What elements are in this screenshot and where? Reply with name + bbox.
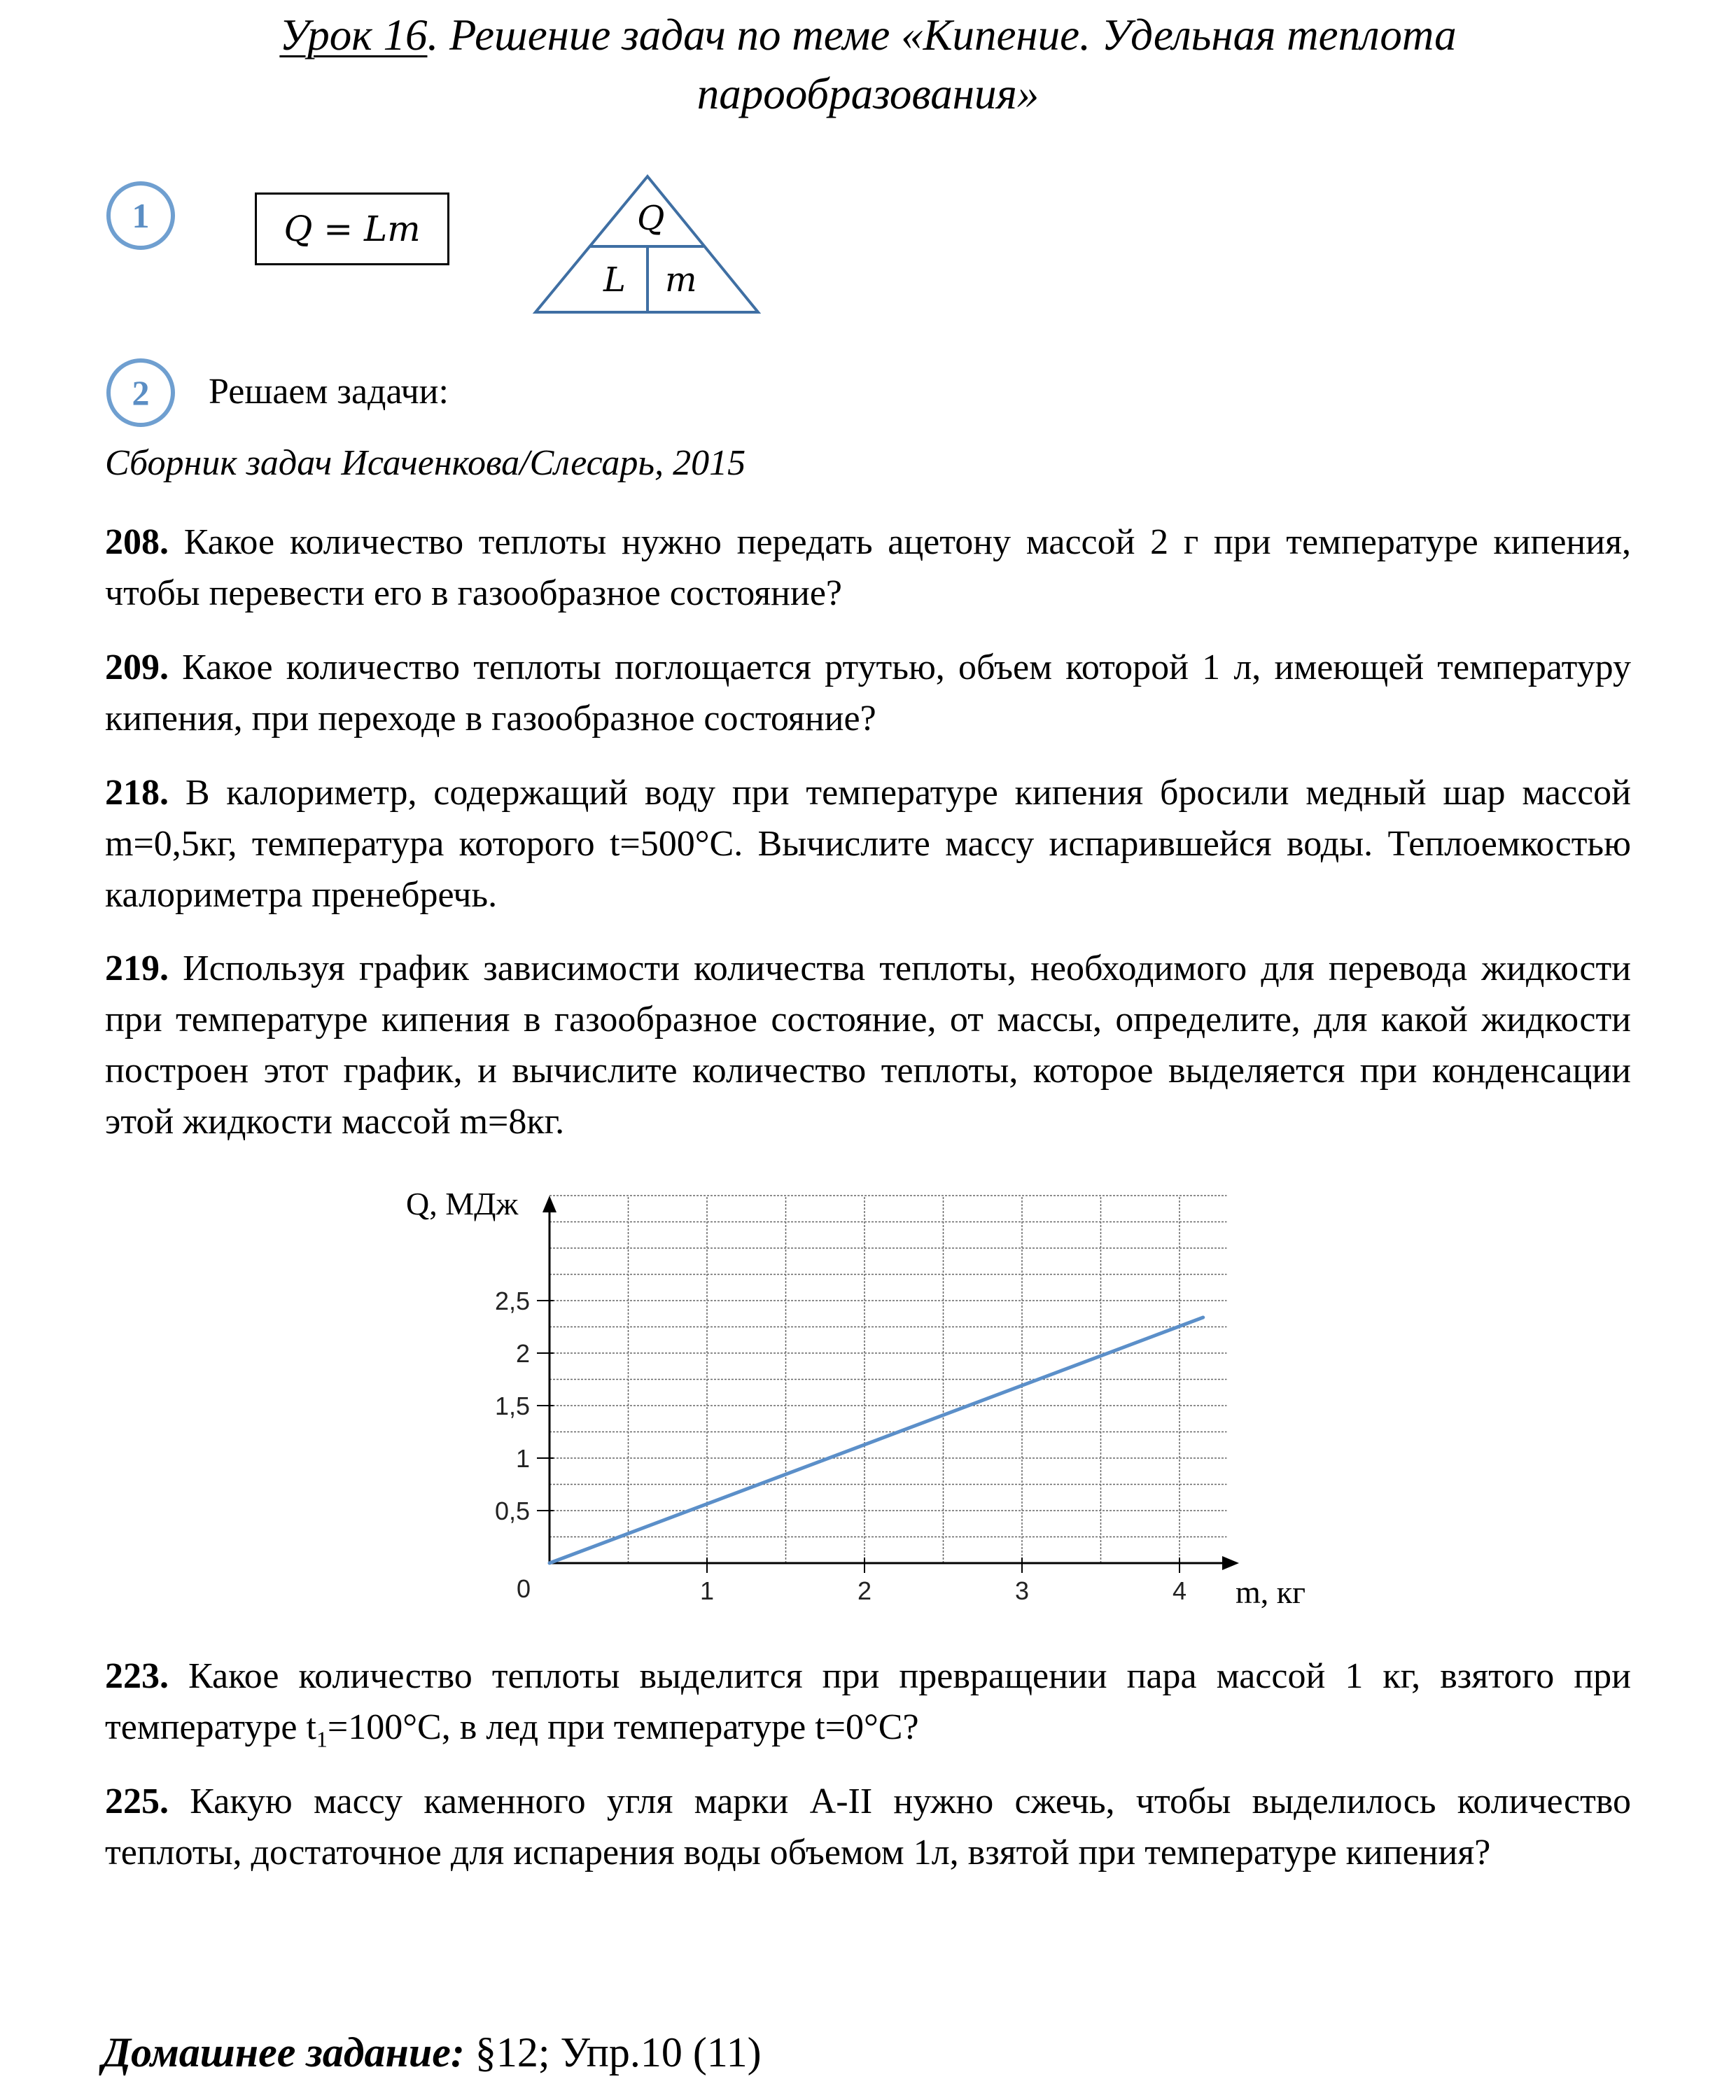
source-citation: Сборник задач Исаченкова/Слесарь, 2015: [105, 443, 746, 483]
problem-text: В калориметр, содержащий воду при температуре кипения бросили медный шар массой m=0,5кг, температура которого t=500°С. Вычислите массу испарившейся воды. Теплоемкостью калориметра пренебречь.: [105, 773, 1631, 915]
x-tick-label: 3: [1014, 1576, 1030, 1605]
formula-box: [255, 192, 449, 265]
x-tick-label: 4: [1172, 1576, 1187, 1605]
page-title: [105, 6, 1631, 123]
formula-triangle: [532, 174, 763, 321]
triangle-bottom-m: m: [665, 260, 697, 300]
y-tick-label: 0,5: [494, 1497, 530, 1525]
x-tick-label: 1: [699, 1576, 715, 1605]
homework: [102, 2029, 762, 2077]
chart-grid: [550, 1196, 1227, 1563]
problem-209: [105, 642, 1631, 744]
step-2-badge: 2: [106, 358, 175, 427]
x-axis-label: m, кг: [1236, 1574, 1306, 1610]
problem-number: 219.: [105, 948, 169, 988]
formula-text: Q = Lm: [284, 209, 421, 249]
problem-number: 223.: [105, 1656, 169, 1696]
title-text: . Решение задач по теме «Кипение. Удельная теплота: [427, 10, 1457, 59]
y-axis-label: Q, МДж: [406, 1186, 519, 1222]
step-1-badge: 1: [106, 181, 175, 250]
problem-text: Используя график зависимости количества теплоты, необходимого для перевода жидкости при температуре кипения в газообразное состояние, от массы, определите, для какой жидкости построен этот график, и вычислите количество теплоты, которое выделяется при конденсации этой жидкости массой m=8кг.: [105, 948, 1631, 1142]
problem-text-cont: =100°С, в лед при температуре t=0°С?: [327, 1707, 919, 1747]
problem-text: Какое количество теплоты выделится при превращении пара массой 1 кг, взятого при температуре t: [105, 1656, 1631, 1747]
x-tick-label: 2: [857, 1576, 872, 1605]
y-tick-label: 2: [515, 1339, 530, 1368]
problem-number: 225.: [105, 1782, 169, 1821]
homework-label: Домашнее задание:: [102, 2029, 465, 2076]
data-series-line: [550, 1317, 1203, 1563]
y-tick-label: 1,5: [494, 1392, 530, 1420]
problem-218: [105, 767, 1631, 920]
lesson-number: Урок 16: [279, 10, 428, 59]
homework-text: §12; Упр.10 (11): [464, 2029, 762, 2076]
problem-208: [105, 517, 1631, 619]
problem-number: 218.: [105, 773, 169, 813]
subscript-1: 1: [316, 1726, 328, 1752]
triangle-top-q: Q: [637, 199, 665, 238]
y-axis-arrow: [542, 1196, 556, 1212]
x-axis-arrow: [1222, 1556, 1239, 1570]
triangle-bottom-l: L: [603, 260, 626, 300]
q-vs-mass-chart: [392, 1176, 1344, 1638]
problem-number: 209.: [105, 648, 169, 687]
problem-number: 208.: [105, 522, 169, 562]
y-tick-label: 1: [515, 1444, 530, 1473]
problem-text: Какую массу каменного угля марки A-II нужно сжечь, чтобы выделилось количество теплоты, достаточное для испарения воды объемом 1л, взятой при температуре кипения?: [105, 1782, 1631, 1872]
problem-223: [105, 1651, 1631, 1765]
chart-ticks: [495, 1287, 1186, 1605]
y-tick-label: 2,5: [494, 1287, 530, 1315]
title-text-line2: парообразования»: [696, 69, 1040, 118]
problem-text: Какое количество теплоты поглощается ртутью, объем которой 1 л, имеющей температуру кипения, при переходе в газообразное состояние?: [105, 648, 1631, 738]
origin-label: 0: [517, 1574, 531, 1603]
problem-219: [105, 943, 1631, 1147]
chart-axes: [542, 1196, 1239, 1570]
problem-text: Какое количество теплоты нужно передать ацетону массой 2 г при температуре кипения, чтобы перевести его в газообразное состояние?: [105, 522, 1631, 613]
problem-225: [105, 1776, 1631, 1878]
section-heading: Решаем задачи:: [209, 372, 449, 412]
